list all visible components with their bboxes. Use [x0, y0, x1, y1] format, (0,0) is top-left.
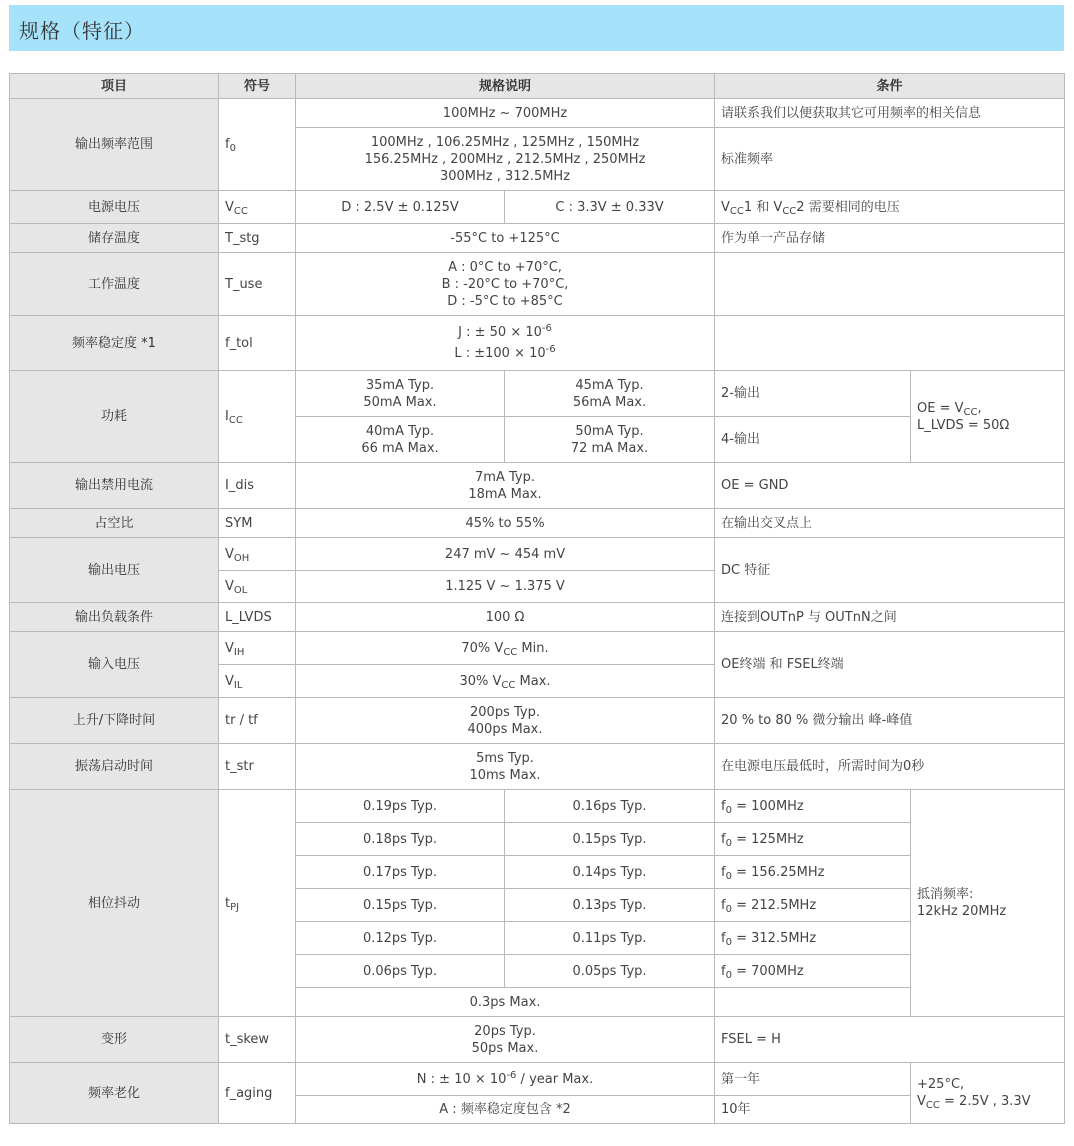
freq-range: 100MHz ~ 700MHz: [296, 99, 715, 128]
tpj-a: 0.06ps Typ.: [296, 955, 505, 988]
ftol-cond: [715, 316, 1065, 371]
symbol-load: L_LVDS: [219, 603, 296, 632]
icc-r1a: 35mA Typ. 50mA Max.: [296, 371, 505, 417]
tpj-b: 0.11ps Typ.: [505, 922, 715, 955]
symbol-tpj: $t_{PJ}$: [219, 790, 296, 1017]
item-tstr: 振荡启动时间: [10, 744, 219, 790]
table-row: [10, 744, 1065, 790]
item-aging: 频率老化: [10, 1063, 219, 1124]
item-tuse: 工作温度: [10, 253, 219, 316]
trtf-cond: 20 % to 80 % 微分输出 峰-峰值: [715, 698, 1065, 744]
symbol-vol: $V_{OL}$: [219, 571, 296, 603]
symbol-voh: $V_{OH}$: [219, 538, 296, 571]
table-row: [10, 316, 1065, 371]
symbol-aging: f_aging: [219, 1063, 296, 1124]
tpj-freq: $f_0 = 700MHz$: [715, 955, 911, 988]
table-row: [10, 603, 1065, 632]
sym-cond: 在输出交叉点上: [715, 509, 1065, 538]
symbol-vil: $V_{IL}$: [219, 665, 296, 698]
icc-cond: OE = $V_{CC}$, L_LVDS = 50Ω: [911, 371, 1065, 463]
item-ftol: 频率稳定度 *1: [10, 316, 219, 371]
aging-n: N : ± $10 \times 10^{-6}$ / year Max.: [296, 1063, 715, 1096]
vil-value: 30% $V_{CC}$ Max.: [296, 665, 715, 698]
icc-r1-cond: 2-输出: [715, 371, 911, 417]
item-vout: 输出电压: [10, 538, 219, 603]
item-skew: 变形: [10, 1017, 219, 1063]
table-row: [10, 224, 1065, 253]
tpj-freq: $f_0 = 156.25MHz$: [715, 856, 911, 889]
tpj-b: 0.16ps Typ.: [505, 790, 715, 823]
table-row: [10, 509, 1065, 538]
table-row: [10, 632, 1065, 665]
table-row: [10, 371, 1065, 417]
symbol-vih: $V_{IH}$: [219, 632, 296, 665]
item-sym: 占空比: [10, 509, 219, 538]
item-vcc: 电源电压: [10, 191, 219, 224]
table-row: [10, 538, 1065, 571]
item-icc: 功耗: [10, 371, 219, 463]
load-cond: 连接到OUTnP 与 OUTnN之间: [715, 603, 1065, 632]
symbol-idis: I_dis: [219, 463, 296, 509]
header-row: [10, 74, 1065, 99]
item-vin: 输入电压: [10, 632, 219, 698]
item-load: 输出负载条件: [10, 603, 219, 632]
freq-range-cond: 请联系我们以便获取其它可用频率的相关信息: [715, 99, 1065, 128]
tpj-b: 0.13ps Typ.: [505, 889, 715, 922]
symbol-sym: SYM: [219, 509, 296, 538]
tuse-cond: [715, 253, 1065, 316]
table-row: [10, 698, 1065, 744]
trtf-value: 200ps Typ. 400ps Max.: [296, 698, 715, 744]
vcc-cond: $V_{CC}1$ 和 $V_{CC}2$ 需要相同的电压: [715, 191, 1065, 224]
tpj-freq: $f_0 = 312.5MHz$: [715, 922, 911, 955]
tpj-a: 0.12ps Typ.: [296, 922, 505, 955]
icc-r1b: 45mA Typ. 56mA Max.: [505, 371, 715, 417]
tpj-freq: $f_0 = 125MHz$: [715, 823, 911, 856]
header-cond: 条件: [715, 74, 1065, 99]
vin-cond: OE终端 和 FSEL终端: [715, 632, 1065, 698]
tstr-cond: 在电源电压最低时，所需时间为0秒: [715, 744, 1065, 790]
load-value: 100 Ω: [296, 603, 715, 632]
tpj-b: 0.14ps Typ.: [505, 856, 715, 889]
header-spec: 规格说明: [296, 74, 715, 99]
tpj-b: 0.15ps Typ.: [505, 823, 715, 856]
aging-a-cond: 10年: [715, 1096, 911, 1124]
vcc-d: D : 2.5V ± 0.125V: [296, 191, 505, 224]
tuse-value: A : 0°C to +70°C, B : -20°C to +70°C, D : -5°C to +85°C: [296, 253, 715, 316]
symbol-vcc: $V_{CC}$: [219, 191, 296, 224]
voh-value: 247 mV ~ 454 mV: [296, 538, 715, 571]
table-row: [10, 463, 1065, 509]
tpj-a: 0.18ps Typ.: [296, 823, 505, 856]
icc-r2-cond: 4-输出: [715, 417, 911, 463]
tpj-a: 0.15ps Typ.: [296, 889, 505, 922]
table-row: [10, 1063, 1065, 1096]
icc-r2b: 50mA Typ. 72 mA Max.: [505, 417, 715, 463]
item-freq: 输出频率范围: [10, 99, 219, 191]
freq-standard: 100MHz , 106.25MHz , 125MHz , 150MHz 156.25MHz , 200MHz , 212.5MHz , 250MHz 300MHz , 312.5MHz: [296, 128, 715, 191]
tstg-value: -55°C to +125°C: [296, 224, 715, 253]
vout-cond: DC 特征: [715, 538, 1065, 603]
symbol-icc: $I_{CC}$: [219, 371, 296, 463]
ftol-value: J : ± $50 \times 10^{-6}$ L : $\pm 100 \times 10^{-6}$: [296, 316, 715, 371]
idis-value: 7mA Typ. 18mA Max.: [296, 463, 715, 509]
vcc-c: C : 3.3V ± 0.33V: [505, 191, 715, 224]
freq-standard-cond: 标准频率: [715, 128, 1065, 191]
aging-a: A : 频率稳定度包含 *2: [296, 1096, 715, 1124]
tpj-a: 0.19ps Typ.: [296, 790, 505, 823]
idis-cond: OE = GND: [715, 463, 1065, 509]
symbol-trtf: tr / tf: [219, 698, 296, 744]
page-title: 规格（特征）: [19, 19, 145, 43]
header-item: 项目: [10, 74, 219, 99]
tpj-freq: $f_0 = 100MHz$: [715, 790, 911, 823]
item-tstg: 储存温度: [10, 224, 219, 253]
symbol-freq: $f_0$: [219, 99, 296, 191]
symbol-ftol: f_tol: [219, 316, 296, 371]
table-row: [10, 99, 1065, 128]
tpj-freq: $f_0 = 212.5MHz$: [715, 889, 911, 922]
tstg-cond: 作为单一产品存储: [715, 224, 1065, 253]
tpj-a: 0.17ps Typ.: [296, 856, 505, 889]
symbol-tstr: t_str: [219, 744, 296, 790]
tstr-value: 5ms Typ. 10ms Max.: [296, 744, 715, 790]
tpj-b: 0.05ps Typ.: [505, 955, 715, 988]
aging-cond: +25°C, $V_{CC} = 2.5V$ , 3.3V: [911, 1063, 1065, 1124]
vih-value: 70% $V_{CC}$ Min.: [296, 632, 715, 665]
title-bar: [9, 5, 1064, 51]
icc-r2a: 40mA Typ. 66 mA Max.: [296, 417, 505, 463]
table-row: [10, 191, 1065, 224]
sym-value: 45% to 55%: [296, 509, 715, 538]
vol-value: 1.125 V ~ 1.375 V: [296, 571, 715, 603]
item-idis: 输出禁用电流: [10, 463, 219, 509]
table-row: [10, 1017, 1065, 1063]
aging-n-cond: 第一年: [715, 1063, 911, 1096]
tpj-cond: 抵消频率: 12kHz 20MHz: [911, 790, 1065, 1017]
skew-cond: FSEL = H: [715, 1017, 1065, 1063]
symbol-skew: t_skew: [219, 1017, 296, 1063]
spec-table: [9, 73, 1065, 1124]
table-row: [10, 253, 1065, 316]
table-row: [10, 790, 1065, 823]
header-symbol: 符号: [219, 74, 296, 99]
item-trtf: 上升/下降时间: [10, 698, 219, 744]
item-tpj: 相位抖动: [10, 790, 219, 1017]
symbol-tuse: T_use: [219, 253, 296, 316]
tpj-max: 0.3ps Max.: [296, 988, 715, 1017]
symbol-tstg: T_stg: [219, 224, 296, 253]
tpj-max-cond: [715, 988, 911, 1017]
skew-value: 20ps Typ. 50ps Max.: [296, 1017, 715, 1063]
